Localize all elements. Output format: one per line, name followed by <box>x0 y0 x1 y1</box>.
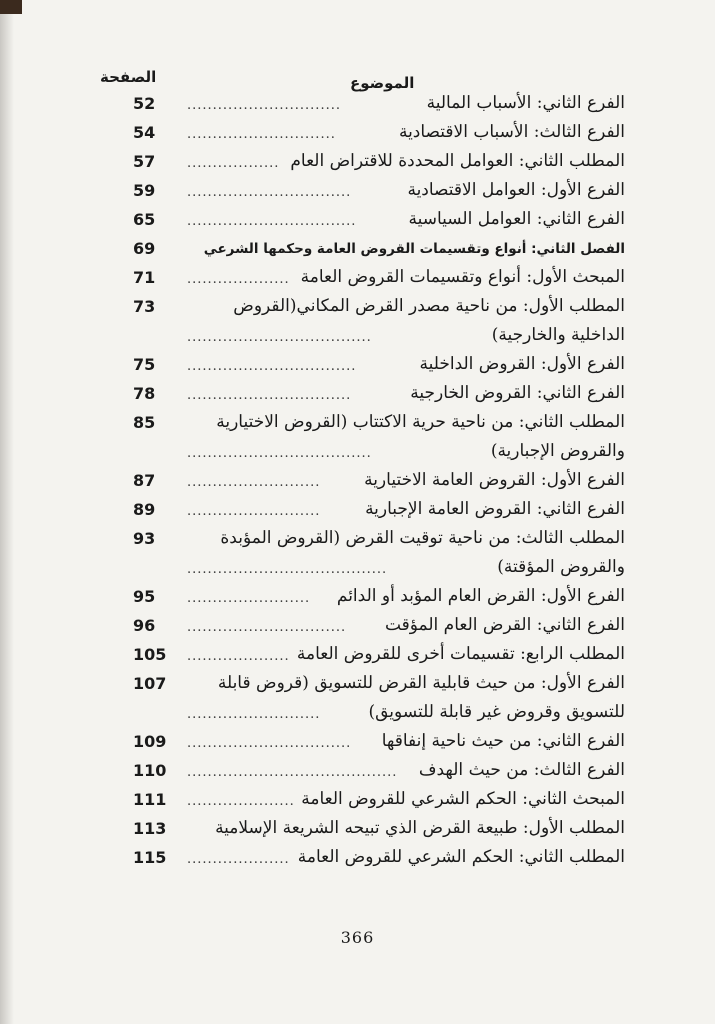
toc-entry-title: المطلب الثاني: الحكم الشرعي للقروض العامة <box>297 847 625 867</box>
toc-row <box>105 353 625 382</box>
toc-entry-title: الفرع الثاني: القرض العام المؤقت <box>384 615 625 635</box>
toc-leader-dots: ....................................... <box>187 562 388 577</box>
toc-leader-dots: ......................................... <box>187 765 398 780</box>
toc-entry-title: الفرع الثاني: القروض العامة الإجبارية <box>365 499 625 519</box>
toc-entry-title: المطلب الأول: من ناحية مصدر القرض المكاني(القروض <box>233 296 625 316</box>
toc-row <box>105 266 625 295</box>
toc-entry-title: الفرع الثاني: العوامل السياسية <box>408 209 625 229</box>
toc-page-number: 69 <box>133 239 156 258</box>
toc-row <box>105 701 625 730</box>
toc-page-number: 109 <box>133 732 167 751</box>
toc-entry-title: الفرع الثاني: القروض الخارجية <box>410 383 625 403</box>
toc-row <box>105 208 625 237</box>
toc-row <box>105 498 625 527</box>
corner-mark <box>0 0 22 14</box>
toc-page-number: 65 <box>133 210 156 229</box>
toc-row <box>105 382 625 411</box>
toc-leader-dots: .................... <box>187 272 290 287</box>
toc-leader-dots: .................................... <box>187 330 372 345</box>
toc-row <box>105 527 625 556</box>
toc-page-number: 110 <box>133 761 167 780</box>
toc-row <box>105 672 625 701</box>
toc-row <box>105 585 625 614</box>
toc-entry-title: الفرع الأول: القروض الداخلية <box>419 354 625 374</box>
toc-row <box>105 788 625 817</box>
toc-leader-dots: .................... <box>187 649 290 664</box>
toc-leader-dots: ................................ <box>187 185 352 200</box>
toc-page-number: 71 <box>133 268 156 287</box>
toc-page-number: 87 <box>133 471 156 490</box>
toc-row <box>105 730 625 759</box>
toc-header <box>100 60 655 92</box>
toc-entry-title: الفرع الأول: القرض العام المؤبد أو الدائم <box>336 586 625 606</box>
toc-row <box>105 759 625 788</box>
toc-leader-dots: ................................ <box>187 736 352 751</box>
page-binding-shadow <box>0 0 14 1024</box>
toc-entry-title: الفصل الثاني: أنواع وتقسيمات القروض العامة وحكمها الشرعي <box>203 241 625 257</box>
toc-row <box>105 92 625 121</box>
toc-page-number: 59 <box>133 181 156 200</box>
toc-page-number: 105 <box>133 645 167 664</box>
toc-page-number: 54 <box>133 123 156 142</box>
toc-entry-title: المطلب الثاني: العوامل المحددة للاقتراض العام <box>290 151 625 171</box>
toc-leader-dots: .......................... <box>187 504 321 519</box>
toc-leader-dots: .................. <box>187 156 280 171</box>
toc-page-number: 96 <box>133 616 156 635</box>
toc-row <box>105 411 625 440</box>
toc-row <box>105 556 625 585</box>
toc-entry-title: والقروض المؤقتة) <box>497 557 625 577</box>
toc-entry-title: الفرع الأول: العوامل الاقتصادية <box>407 180 625 200</box>
toc-entry-title: الفرع الثالث: من حيث الهدف <box>418 760 625 780</box>
toc-entry-title: الفرع الأول: من حيث قابلية القرض للتسويق (قروض قابلة <box>217 673 625 693</box>
toc-leader-dots: .......................... <box>187 475 321 490</box>
toc-entry-title: الفرع الثالث: الأسباب الاقتصادية <box>398 122 625 142</box>
toc-page-number: 113 <box>133 819 167 838</box>
toc-row <box>105 121 625 150</box>
toc-leader-dots: .............................. <box>187 98 341 113</box>
toc-leader-dots: ................................. <box>187 359 357 374</box>
topic-column-heading: الموضوع <box>350 74 415 92</box>
toc-entry-title: الداخلية والخارجية) <box>491 325 625 345</box>
toc-page-number: 52 <box>133 94 156 113</box>
toc-row <box>105 469 625 498</box>
page-number: 366 <box>340 928 375 947</box>
table-of-contents <box>105 92 625 875</box>
toc-entry-title: الفرع الثاني: من حيث ناحية إنفاقها <box>381 731 625 751</box>
page-column-heading: الصفحة <box>100 68 157 86</box>
toc-leader-dots: ..................... <box>187 794 295 809</box>
toc-row <box>105 179 625 208</box>
toc-leader-dots: .......................... <box>187 707 321 722</box>
toc-entry-title: الفرع الأول: القروض العامة الاختيارية <box>364 470 625 490</box>
toc-leader-dots: ............................... <box>187 620 347 635</box>
toc-page-number: 115 <box>133 848 167 867</box>
toc-page-number: 111 <box>133 790 167 809</box>
toc-row <box>105 614 625 643</box>
toc-page-number: 78 <box>133 384 156 403</box>
toc-row <box>105 324 625 353</box>
toc-entry-title: الفرع الثاني: الأسباب المالية <box>426 93 625 113</box>
toc-leader-dots: ................................ <box>187 388 352 403</box>
toc-leader-dots: .................................... <box>187 446 372 461</box>
toc-leader-dots: ........................ <box>187 591 311 606</box>
toc-entry-title: للتسويق وقروض غير قابلة للتسويق) <box>368 702 625 722</box>
toc-row <box>105 643 625 672</box>
toc-entry-title: المطلب الثالث: من ناحية توقيت القرض (القروض المؤبدة <box>220 528 625 548</box>
toc-leader-dots: ................................. <box>187 214 357 229</box>
toc-entry-title: والقروض الإجبارية) <box>490 441 625 461</box>
toc-page-number: 89 <box>133 500 156 519</box>
toc-row <box>105 295 625 324</box>
toc-row <box>105 846 625 875</box>
toc-row <box>105 237 625 266</box>
toc-leader-dots: .................... <box>187 852 290 867</box>
toc-entry-title: المطلب الأول: طبيعة القرض الذي تبيحه الشريعة الإسلامية <box>215 818 625 838</box>
toc-page-number: 57 <box>133 152 156 171</box>
toc-page-number: 85 <box>133 413 156 432</box>
toc-row <box>105 440 625 469</box>
toc-page-number: 93 <box>133 529 156 548</box>
toc-page-number: 107 <box>133 674 167 693</box>
toc-page-number: 75 <box>133 355 156 374</box>
toc-row <box>105 817 625 846</box>
toc-entry-title: المطلب الرابع: تقسيمات أخرى للقروض العامة <box>296 644 625 664</box>
toc-page-number: 73 <box>133 297 156 316</box>
toc-leader-dots: ............................. <box>187 127 336 142</box>
toc-entry-title: المبحث الأول: أنواع وتقسيمات القروض العامة <box>300 267 625 287</box>
toc-row <box>105 150 625 179</box>
toc-entry-title: المبحث الثاني: الحكم الشرعي للقروض العامة <box>301 789 625 809</box>
toc-entry-title: المطلب الثاني: من ناحية حرية الاكتتاب (القروض الاختيارية <box>216 412 625 432</box>
toc-page-number: 95 <box>133 587 156 606</box>
